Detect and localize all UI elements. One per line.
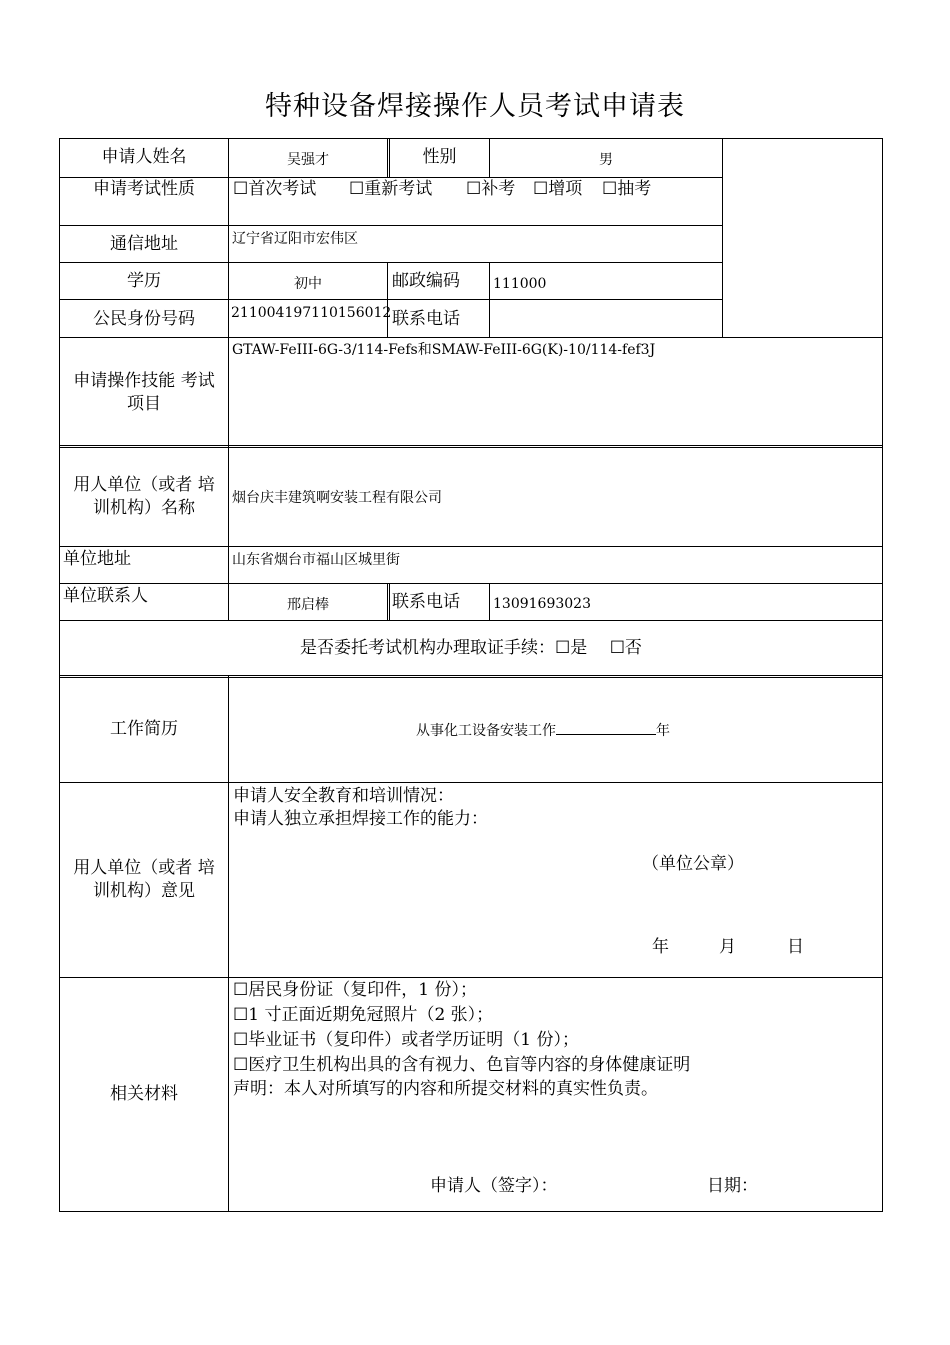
value-employer-address[interactable]: 山东省烟台市福山区城里街 (232, 552, 400, 568)
declaration: 声明：本人对所填写的内容和所提交材料的真实性负责。 (233, 1079, 658, 1099)
row-line (59, 620, 882, 621)
col-line (387, 583, 388, 621)
label-opinion-cont: 训机构）意见 (93, 881, 195, 901)
opinion-month: 月 (719, 937, 736, 957)
label-skill: 申请操作技能 考试 (73, 371, 215, 391)
label-address: 通信地址 (110, 234, 178, 254)
years-blank[interactable] (556, 720, 656, 735)
row-line (59, 677, 882, 678)
applicant-signature[interactable]: 申请人（签字）： (430, 1176, 558, 1196)
opinion-training: 申请人安全教育和培训情况： (233, 786, 454, 806)
work-history-suffix: 年 (656, 723, 670, 739)
work-history-prefix: 从事化工设备安装工作 (416, 723, 556, 739)
delegate-question[interactable]: 是否委托考试机构办理取证手续：☐是 ☐否 (300, 638, 642, 658)
opinion-ability: 申请人独立承担焊接工作的能力： (233, 809, 488, 829)
col-line (228, 138, 229, 621)
label-employer: 用人单位（或者 培 (73, 475, 215, 495)
label-postcode: 邮政编码 (392, 271, 460, 291)
col-line (228, 676, 229, 1212)
label-employer-address: 单位地址 (63, 549, 131, 569)
material-photo[interactable]: ☐1 寸正面近期免冠照片（2 张）； (233, 1005, 494, 1025)
label-id-number: 公民身份号码 (93, 309, 195, 329)
row-line (59, 337, 882, 338)
opinion-seal: （单位公章） (642, 854, 744, 874)
label-materials: 相关材料 (110, 1084, 178, 1104)
label-name: 申请人姓名 (101, 147, 187, 167)
exam-option-additional[interactable]: ☐增项 (533, 179, 583, 199)
value-address[interactable]: 辽宁省辽阳市宏伟区 (232, 231, 358, 247)
signature-date[interactable]: 日期： (707, 1176, 758, 1196)
col-line (489, 262, 490, 338)
value-postcode[interactable]: 111000 (493, 276, 547, 292)
row-line (59, 977, 882, 978)
form-title: 特种设备焊接操作人员考试申请表 (265, 91, 685, 122)
label-contact-person: 单位联系人 (63, 586, 148, 606)
exam-option-makeup[interactable]: ☐补考 (466, 179, 516, 199)
row-line (59, 138, 882, 139)
label-employer-cont: 训机构）名称 (93, 498, 195, 518)
value-name[interactable]: 吴强才 (287, 152, 329, 168)
label-phone: 联系电话 (392, 309, 460, 329)
exam-option-spot-check[interactable]: ☐抽考 (602, 179, 652, 199)
row-line (59, 262, 723, 263)
row-line (59, 447, 882, 448)
exam-option-first[interactable]: ☐首次考试 (233, 179, 317, 199)
col-line (387, 262, 388, 338)
row-line (59, 782, 882, 783)
label-skill-cont: 项目 (127, 394, 161, 414)
value-contact-phone[interactable]: 13091693023 (493, 596, 591, 612)
work-history-line[interactable] (416, 720, 670, 742)
material-id-card[interactable]: ☐居民身份证（复印件，1 份）； (233, 980, 477, 1000)
value-skill[interactable]: GTAW-FeIII-6G-3/114-Fefs和SMAW-FeIII-6G(K)-10/114-fef3J (232, 342, 656, 358)
exam-option-retake[interactable]: ☐重新考试 (349, 179, 433, 199)
col-line (722, 138, 723, 338)
row-line (59, 445, 882, 446)
col-line (882, 138, 883, 1212)
row-line (59, 1211, 882, 1212)
value-id-number[interactable]: 211004197110156012 (231, 305, 392, 321)
label-work-history: 工作简历 (110, 719, 178, 739)
value-education[interactable]: 初中 (294, 276, 322, 292)
col-line (489, 583, 490, 621)
row-line (59, 675, 882, 676)
col-line (59, 138, 60, 1212)
opinion-year: 年 (652, 937, 669, 957)
row-line (59, 299, 723, 300)
label-opinion: 用人单位（或者 培 (73, 858, 215, 878)
material-diploma[interactable]: ☐毕业证书（复印件）或者学历证明（1 份）； (233, 1030, 579, 1050)
col-line (387, 138, 388, 178)
row-line (59, 583, 882, 584)
value-contact-person[interactable]: 邢启棒 (287, 597, 329, 613)
col-line (389, 583, 390, 621)
row-line (59, 546, 882, 547)
label-education: 学历 (127, 271, 161, 291)
value-employer[interactable]: 烟台庆丰建筑啊安装工程有限公司 (232, 490, 442, 506)
value-gender[interactable]: 男 (599, 152, 613, 168)
opinion-day: 日 (787, 937, 804, 957)
material-health-cert[interactable]: ☐医疗卫生机构出具的含有视力、色盲等内容的身体健康证明 (233, 1055, 691, 1075)
row-line (59, 225, 723, 226)
label-contact-phone: 联系电话 (392, 592, 460, 612)
label-gender: 性别 (422, 147, 457, 167)
label-exam-type: 申请考试性质 (93, 179, 195, 199)
